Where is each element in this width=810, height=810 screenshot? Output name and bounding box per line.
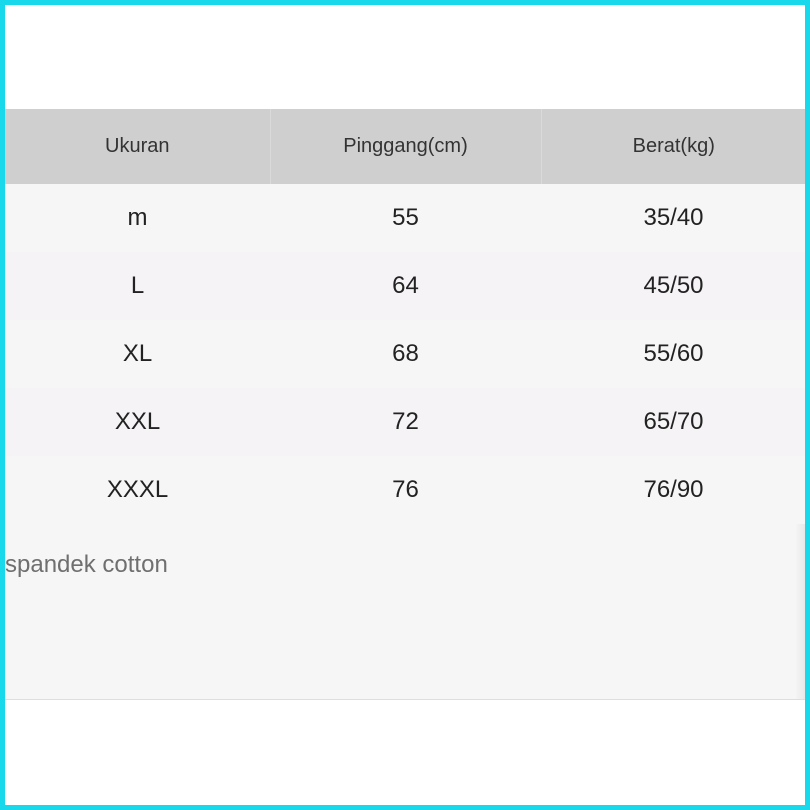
cell-size: XXL [5,388,270,456]
table-body [5,184,806,524]
header-ukuran: Ukuran [5,109,270,184]
table-row [5,252,806,320]
header-row [5,109,806,184]
table-row [5,184,806,252]
table-header [5,109,806,184]
cell-weight: 45/50 [541,252,806,320]
header-pinggang: Pinggang(cm) [270,109,541,184]
cell-size: XL [5,320,270,388]
cell-waist: 72 [270,388,541,456]
cell-waist: 76 [270,456,541,524]
cell-waist: 68 [270,320,541,388]
cell-weight: 76/90 [541,456,806,524]
cell-weight: 65/70 [541,388,806,456]
table-row [5,388,806,456]
cell-size: m [5,184,270,252]
material-note: spandek cotton [5,551,168,578]
cell-weight: 55/60 [541,320,806,388]
size-chart-table [5,109,806,524]
cell-waist: 55 [270,184,541,252]
cell-size: L [5,252,270,320]
cell-waist: 64 [270,252,541,320]
header-berat: Berat(kg) [541,109,806,184]
cell-weight: 35/40 [541,184,806,252]
cell-size: XXXL [5,456,270,524]
table-row [5,456,806,524]
panel-divider [5,699,806,700]
table-row [5,320,806,388]
